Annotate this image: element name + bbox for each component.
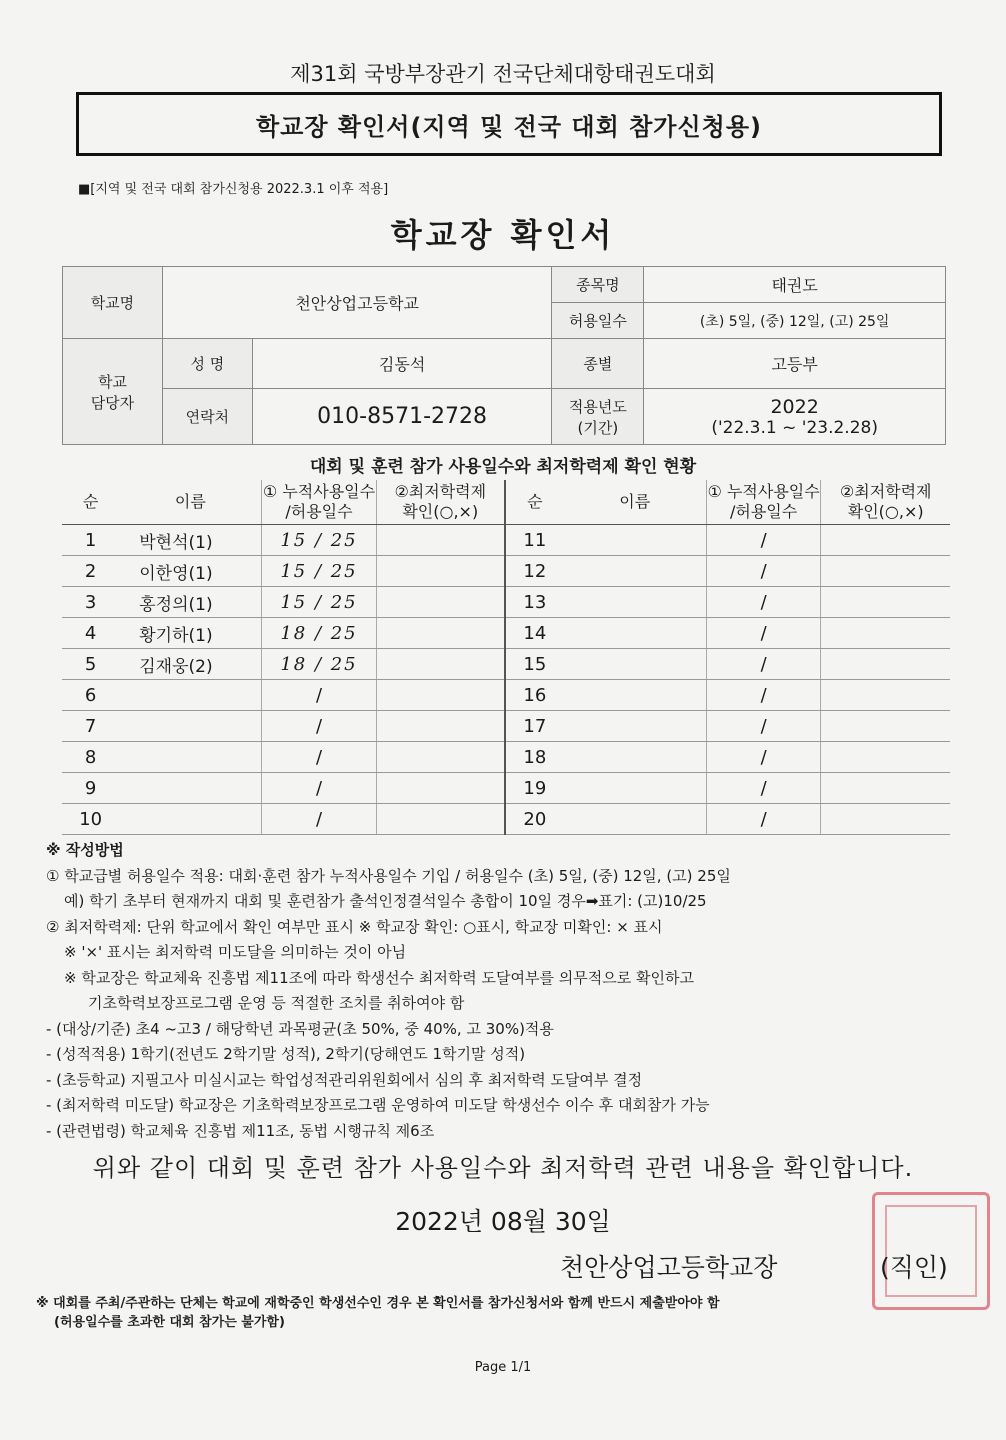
row-check (821, 773, 950, 804)
row-check (376, 804, 505, 835)
row-check (821, 587, 950, 618)
row-check (376, 742, 505, 773)
page-number: Page 1/1 (474, 1360, 532, 1375)
row-num: 19 (506, 773, 564, 804)
name-label: 성 명 (162, 339, 252, 389)
row-num: 13 (506, 587, 564, 618)
row-name (564, 525, 707, 556)
instructions-title: ※ 작성방법 (46, 841, 124, 859)
table-row (62, 649, 505, 680)
row-check (376, 711, 505, 742)
section-heading: 대회 및 훈련 참가 사용일수와 최저학력제 확인 현황 (309, 457, 697, 477)
issue-date: 2022년 08월 30일 (395, 1207, 611, 1236)
contact-value: 010-8571-2728 (252, 389, 552, 445)
instruction-line: - (대상/기준) 초4 ~고3 / 해당학년 과목평균(초 50%, 중 40%, 고 30%)적용 (46, 1019, 554, 1038)
table-row (506, 525, 950, 556)
row-check (376, 618, 505, 649)
document-heading: 학교장 확인서 (390, 216, 616, 254)
row-num: 2 (62, 556, 119, 587)
row-name (564, 649, 707, 680)
footnote-line-2: (허용일수를 초과한 대회 참가는 불가함) (54, 1315, 285, 1330)
division-label: 종별 (552, 339, 644, 389)
row-usage: / (706, 680, 821, 711)
confirm-statement: 위와 같이 대회 및 훈련 참가 사용일수와 최저학력 관련 내용을 확인합니다. (92, 1154, 914, 1182)
row-num: 18 (506, 742, 564, 773)
table-row (506, 804, 950, 835)
footnote-line-1: ※ 대회를 주최/주관하는 단체는 학교에 재학중인 학생선수인 경우 본 확인서를 참가신청서와 함께 반드시 제출받아야 함 (36, 1296, 720, 1311)
instruction-line: - (초등학교) 지필고사 미실시교는 학업성적관리위원회에서 심의 후 최저학력 도달여부 결정 (46, 1070, 643, 1089)
event-label: 종목명 (552, 267, 644, 303)
seal-label: (직인) (880, 1253, 948, 1282)
main-title: 학교장 확인서(지역 및 전국 대회 참가신청용) (255, 112, 763, 141)
allowed-days-label: 허용일수 (552, 303, 644, 339)
school-label: 학교명 (63, 267, 163, 339)
table-row (506, 556, 950, 587)
year-period: ('22.3.1 ~ '23.2.28) (711, 417, 878, 438)
table-row (506, 680, 950, 711)
row-name (119, 711, 262, 742)
manager-label: 학교 담당자 (63, 339, 163, 445)
row-usage: 15 / 25 (262, 587, 376, 618)
col-name-header: 이름 (564, 480, 707, 525)
row-num: 11 (506, 525, 564, 556)
row-name (564, 680, 707, 711)
usage-table-left (62, 480, 506, 835)
table-row (62, 804, 505, 835)
table-row (62, 556, 505, 587)
table-row (62, 711, 505, 742)
row-check (821, 742, 950, 773)
table-row (506, 587, 950, 618)
event-value: 태권도 (644, 267, 946, 303)
row-name (119, 680, 262, 711)
row-num: 14 (506, 618, 564, 649)
name-value: 김동석 (252, 339, 552, 389)
row-num: 8 (62, 742, 119, 773)
col-use-header: ① 누적사용일수 /허용일수 (706, 480, 821, 525)
row-num: 20 (506, 804, 564, 835)
table-row (62, 587, 505, 618)
row-usage: / (706, 804, 821, 835)
table-row (506, 711, 950, 742)
instruction-line: ※ 학교장은 학교체육 진흥법 제11조에 따라 학생선수 최저학력 도달여부를 의무적으로 확인하고 (64, 968, 694, 987)
row-check (376, 587, 505, 618)
table-row (506, 742, 950, 773)
table-row (62, 680, 505, 711)
division-value: 고등부 (644, 339, 946, 389)
row-num: 4 (62, 618, 119, 649)
row-usage: / (706, 773, 821, 804)
year-value: 2022 (770, 395, 819, 418)
row-usage: / (262, 773, 376, 804)
table-row (62, 525, 505, 556)
row-name: 황기하(1) (119, 618, 262, 649)
event-title: 제31회 국방부장관기 전국단체대항태권도대회 (290, 62, 716, 86)
row-check (821, 680, 950, 711)
row-check (821, 556, 950, 587)
usage-table-right (506, 480, 950, 835)
row-usage: 18 / 25 (262, 649, 376, 680)
col-use-header: ① 누적사용일수 /허용일수 (262, 480, 376, 525)
row-name: 박현석(1) (119, 525, 262, 556)
col-num-header: 순 (506, 480, 564, 525)
row-check (376, 773, 505, 804)
instruction-line: ※ '×' 표시는 최저학력 미도달을 의미하는 것이 아님 (64, 943, 407, 961)
col-check-header: ②최저학력제 확인(○,×) (376, 480, 505, 525)
row-usage: / (706, 649, 821, 680)
instructions (46, 838, 966, 1144)
row-check (376, 649, 505, 680)
row-check (376, 680, 505, 711)
row-usage: / (706, 711, 821, 742)
instruction-line: - (최저학력 미도달) 학교장은 기초학력보장프로그램 운영하여 미도달 학생선수 이수 후 대회참가 가능 (46, 1096, 710, 1114)
sub-note: ■[지역 및 전국 대회 참가신청용 2022.3.1 이후 적용] (78, 182, 389, 197)
row-num: 15 (506, 649, 564, 680)
row-num: 7 (62, 711, 119, 742)
row-usage: / (706, 587, 821, 618)
row-usage: / (262, 680, 376, 711)
row-check (821, 804, 950, 835)
instruction-line: 기초학력보장프로그램 운영 등 적절한 조치를 취하여야 함 (88, 994, 465, 1012)
row-name (564, 618, 707, 649)
table-row (506, 618, 950, 649)
row-name (564, 742, 707, 773)
row-name (119, 773, 262, 804)
row-usage: / (706, 742, 821, 773)
principal-name: 천안상업고등학교장 (560, 1253, 778, 1282)
table-row (506, 649, 950, 680)
footnote (36, 1294, 720, 1332)
row-check (821, 525, 950, 556)
year-label: 적용년도 (기간) (552, 389, 644, 445)
row-usage: / (262, 711, 376, 742)
row-usage: 15 / 25 (262, 556, 376, 587)
row-num: 17 (506, 711, 564, 742)
row-name (564, 773, 707, 804)
row-usage: / (706, 618, 821, 649)
instruction-line: - (성적적용) 1학기(전년도 2학기말 성적), 2학기(당해연도 1학기말 성적) (46, 1045, 526, 1063)
row-name: 이한영(1) (119, 556, 262, 587)
row-check (821, 711, 950, 742)
row-num: 10 (62, 804, 119, 835)
row-num: 16 (506, 680, 564, 711)
school-value: 천안상업고등학교 (162, 267, 552, 339)
allowed-days-value: (초) 5일, (중) 12일, (고) 25일 (644, 303, 946, 339)
row-num: 1 (62, 525, 119, 556)
contact-label: 연락처 (162, 389, 252, 445)
table-row (62, 742, 505, 773)
row-check (376, 556, 505, 587)
main-title-box (76, 92, 942, 156)
col-name-header: 이름 (119, 480, 262, 525)
table-row (62, 618, 505, 649)
col-check-header: ②최저학력제 확인(○,×) (821, 480, 950, 525)
table-row (506, 773, 950, 804)
row-check (821, 618, 950, 649)
instruction-line: - (관련법령) 학교체육 진흥법 제11조, 동법 시행규칙 제6조 (46, 1121, 435, 1140)
row-name (119, 742, 262, 773)
row-num: 9 (62, 773, 119, 804)
info-table (62, 266, 946, 445)
row-name: 홍정의(1) (119, 587, 262, 618)
row-usage: / (706, 556, 821, 587)
usage-grid (62, 480, 950, 835)
row-usage: / (706, 525, 821, 556)
instruction-line: 예) 학기 초부터 현재까지 대회 및 훈련참가 출석인정결석일수 총합이 10일 경우➡표기: (고)10/25 (64, 892, 707, 910)
row-check (821, 649, 950, 680)
instruction-line: ① 학교급별 허용일수 적용: 대회·훈련 참가 누적사용일수 기입 / 허용일수 (초) 5일, (중) 12일, (고) 25일 (46, 866, 731, 885)
row-check (376, 525, 505, 556)
year-cell (644, 389, 946, 445)
row-num: 6 (62, 680, 119, 711)
row-num: 3 (62, 587, 119, 618)
row-usage: / (262, 742, 376, 773)
row-num: 12 (506, 556, 564, 587)
col-num-header: 순 (62, 480, 119, 525)
row-name (119, 804, 262, 835)
row-name (564, 556, 707, 587)
row-name: 김재웅(2) (119, 649, 262, 680)
row-usage: 15 / 25 (262, 525, 376, 556)
table-row (62, 773, 505, 804)
row-name (564, 711, 707, 742)
row-num: 5 (62, 649, 119, 680)
instruction-line: ② 최저학력제: 단위 학교에서 확인 여부만 표시 ※ 학교장 확인: ○표시, 학교장 미확인: × 표시 (46, 917, 663, 936)
row-name (564, 804, 707, 835)
row-name (564, 587, 707, 618)
row-usage: / (262, 804, 376, 835)
row-usage: 18 / 25 (262, 618, 376, 649)
